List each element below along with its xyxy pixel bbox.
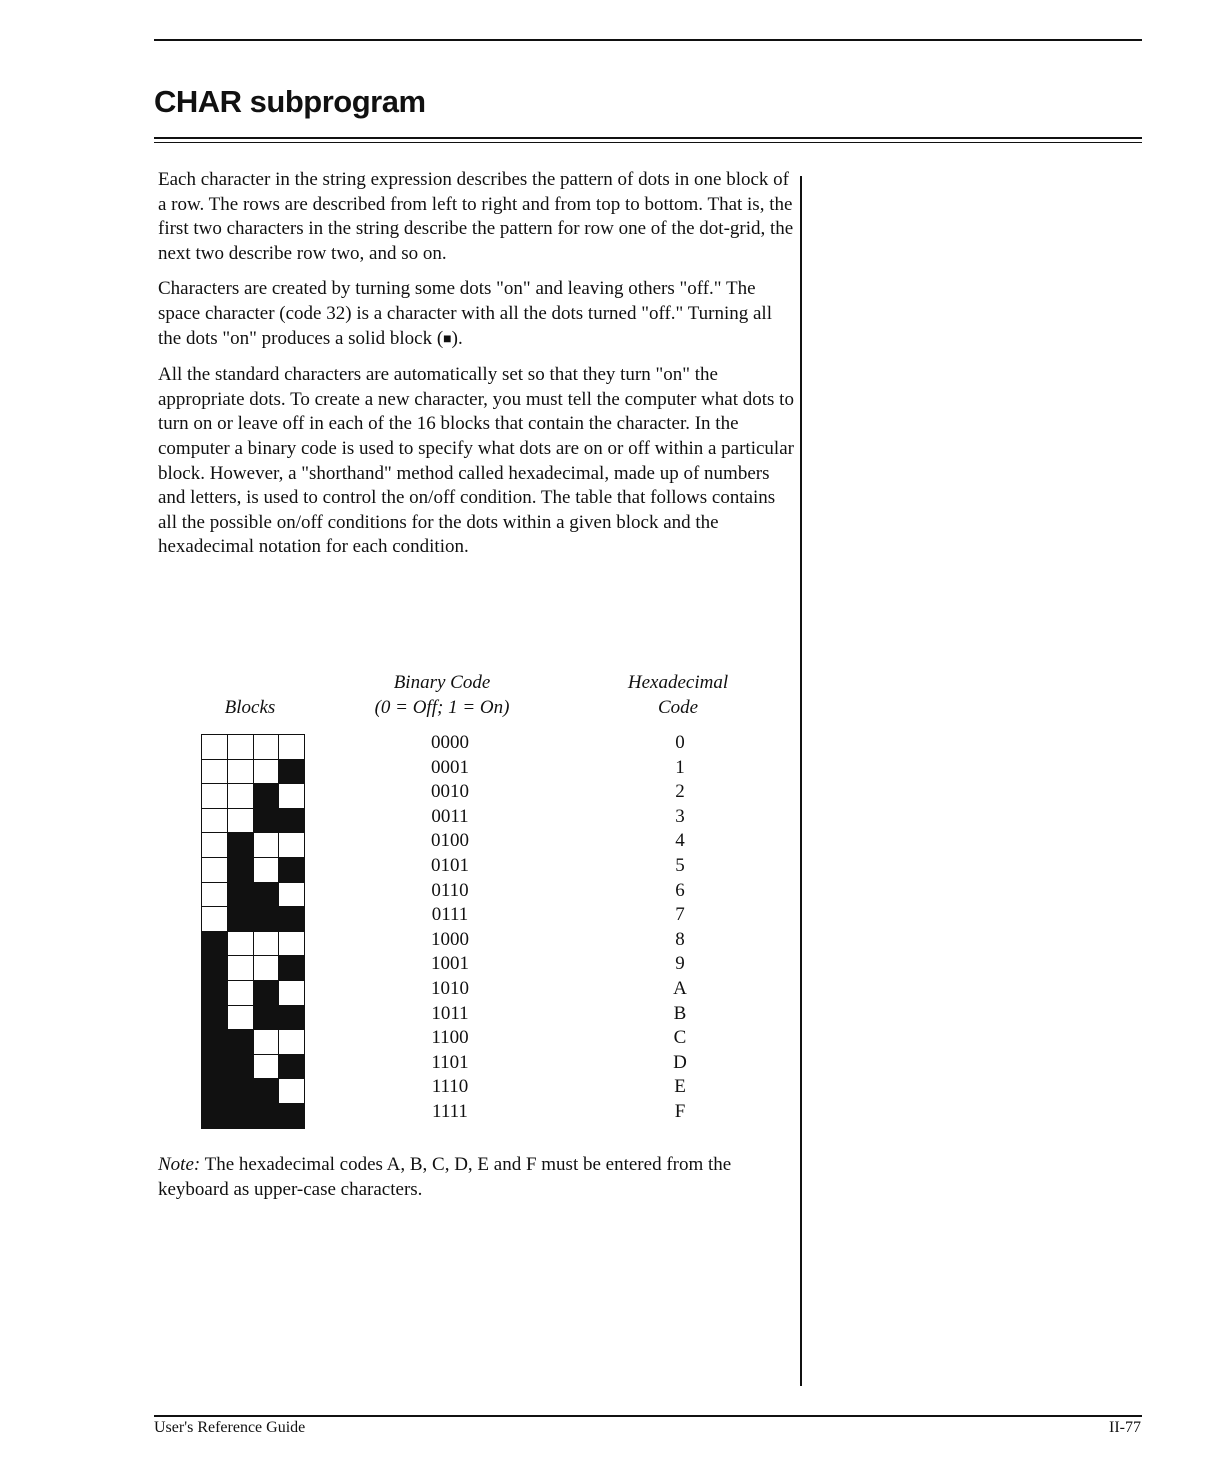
hex-header-line-1: Hexadecimal bbox=[627, 672, 729, 693]
block-row bbox=[201, 808, 304, 833]
dot-on bbox=[227, 857, 254, 883]
dot-on bbox=[253, 783, 280, 809]
solid-block-icon: ■ bbox=[443, 331, 452, 347]
dot-off bbox=[253, 734, 280, 760]
dot-off bbox=[227, 931, 254, 957]
dot-on bbox=[227, 1029, 254, 1055]
dot-off bbox=[227, 759, 254, 785]
block-row bbox=[201, 759, 304, 784]
hex-code-value: D bbox=[673, 1051, 687, 1073]
hex-header-line-2: Code bbox=[657, 697, 699, 718]
binary-code-value: 0111 bbox=[431, 904, 469, 926]
dot-off bbox=[227, 783, 254, 809]
dot-on bbox=[278, 1005, 305, 1031]
paragraph-1: Each character in the string expression describes the pattern of dots in one block of a row. The rows are described from left to right and from top to bottom. That is, the first two characters in the string describe the pattern for row one of the dot-grid, the next two describe row two, and so on. bbox=[158, 169, 794, 264]
binary-code-value: 1011 bbox=[431, 1002, 469, 1024]
block-row bbox=[201, 832, 304, 857]
hex-code-value: 1 bbox=[675, 756, 685, 778]
paragraph-3: All the standard characters are automatically set so that they turn "on" the appropriate dots. To create a new character, you must tell the computer what dots to turn on or leave off in each of the 16 blocks that contain the character. In the computer a binary code is used to specify what dots are on or off within a particular block. However, a "shorthand" method called hexadecimal, made up of numbers and letters, is used to control the on/off condition. The table that follows contains all the possible on/off conditions for the dots within a given block and the hexadecimal notation for each condition. bbox=[158, 364, 794, 558]
dot-on bbox=[278, 808, 305, 834]
binary-code-value: 0011 bbox=[431, 805, 469, 827]
hex-code-value: 0 bbox=[675, 732, 685, 753]
dot-off bbox=[201, 734, 228, 760]
title-rule-thick bbox=[154, 137, 1142, 139]
body-text bbox=[158, 168, 794, 571]
dot-off bbox=[278, 832, 305, 858]
blocks-header: Blocks bbox=[224, 697, 276, 718]
block-row bbox=[201, 1005, 304, 1030]
dot-off bbox=[253, 955, 280, 981]
block-row bbox=[201, 783, 304, 808]
dot-on bbox=[201, 931, 228, 957]
hex-code-column bbox=[640, 731, 720, 1125]
dot-on bbox=[253, 882, 280, 908]
hex-code-value: 6 bbox=[675, 879, 685, 901]
dot-off bbox=[253, 759, 280, 785]
dot-on bbox=[253, 1103, 280, 1129]
dot-off bbox=[201, 906, 228, 932]
dot-on bbox=[278, 906, 305, 932]
binary-code-value: 0100 bbox=[431, 830, 469, 852]
dot-off bbox=[201, 759, 228, 785]
binary-code-value: 1010 bbox=[431, 977, 469, 999]
block-row bbox=[201, 857, 304, 882]
binary-code-value: 0010 bbox=[431, 781, 469, 803]
hex-code-value: A bbox=[673, 977, 687, 999]
top-rule bbox=[154, 39, 1142, 41]
paragraph-2 bbox=[158, 277, 794, 352]
binary-code-value: 1100 bbox=[431, 1027, 469, 1049]
dot-off bbox=[278, 931, 305, 957]
blocks-grid bbox=[201, 734, 304, 1120]
dot-off bbox=[227, 734, 254, 760]
dot-off bbox=[253, 1029, 280, 1055]
dot-on bbox=[253, 1005, 280, 1031]
paragraph-2-text: Characters are created by turning some dots "on" and leaving others "off." The space character (code 32) is a character with all the dots turned "off." Turning all the dots "on" produces a solid bbox=[158, 278, 772, 349]
page-title: CHAR subprogram bbox=[154, 84, 426, 119]
dot-off bbox=[278, 783, 305, 809]
block-row bbox=[201, 1029, 304, 1054]
dot-off bbox=[278, 1029, 305, 1055]
dot-on bbox=[227, 906, 254, 932]
binary-code-value: 1111 bbox=[432, 1100, 468, 1122]
block-row bbox=[201, 1103, 304, 1128]
hex-code-value: C bbox=[673, 1027, 687, 1049]
binary-code-value: 0001 bbox=[431, 756, 469, 778]
page-number: II-77 bbox=[1109, 1419, 1141, 1436]
binary-code-value: 1110 bbox=[431, 1076, 469, 1098]
hex-code-value: 2 bbox=[675, 781, 685, 803]
block-row bbox=[201, 882, 304, 907]
binary-code-value: 1001 bbox=[431, 953, 469, 975]
dot-off bbox=[227, 980, 254, 1006]
dot-on bbox=[227, 1103, 254, 1129]
hex-code-value: 5 bbox=[675, 854, 685, 876]
block-row bbox=[201, 906, 304, 931]
dot-off bbox=[201, 832, 228, 858]
note-label: Note: bbox=[158, 1154, 201, 1175]
hex-code-value: 4 bbox=[675, 830, 685, 852]
note-text: The hexadecimal codes A, B, C, D, E and F must be entered from the keyboard as upper-case characters. bbox=[158, 1154, 732, 1200]
hex-code-value: F bbox=[674, 1100, 686, 1122]
dot-off bbox=[278, 882, 305, 908]
dot-on bbox=[227, 882, 254, 908]
binary-code-value: 0110 bbox=[431, 879, 469, 901]
binary-code-value: 1101 bbox=[431, 1051, 469, 1073]
note bbox=[158, 1152, 758, 1202]
dot-on bbox=[278, 1054, 305, 1080]
dot-on bbox=[227, 1078, 254, 1104]
dot-on bbox=[201, 1078, 228, 1104]
hex-code-value: B bbox=[673, 1002, 687, 1024]
dot-on bbox=[201, 955, 228, 981]
dot-on bbox=[201, 1054, 228, 1080]
dot-on bbox=[253, 1078, 280, 1104]
block-row bbox=[201, 955, 304, 980]
dot-off bbox=[201, 882, 228, 908]
dot-on bbox=[278, 759, 305, 785]
block-row bbox=[201, 931, 304, 956]
dot-off bbox=[227, 1005, 254, 1031]
hex-code-value: 9 bbox=[675, 953, 685, 975]
hex-code-value: E bbox=[674, 1076, 686, 1098]
binary-code-value: 1000 bbox=[431, 928, 469, 950]
dot-on bbox=[201, 980, 228, 1006]
dot-off bbox=[278, 734, 305, 760]
hex-code-value: 8 bbox=[675, 928, 685, 950]
dot-on bbox=[201, 1103, 228, 1129]
paragraph-2-block-text: block ( bbox=[389, 327, 444, 349]
binary-code-column bbox=[400, 731, 500, 1125]
dot-on bbox=[253, 808, 280, 834]
hex-code-value: 7 bbox=[675, 904, 685, 926]
dot-off bbox=[201, 808, 228, 834]
dot-off bbox=[278, 1078, 305, 1104]
dot-off bbox=[253, 857, 280, 883]
binary-code-value: 0000 bbox=[431, 732, 469, 753]
dot-off bbox=[227, 955, 254, 981]
binary-header-line-2: (0 = Off; 1 = On) bbox=[374, 697, 510, 718]
dot-on bbox=[227, 1054, 254, 1080]
binary-header-line-1: Binary Code bbox=[393, 672, 491, 693]
block-row bbox=[201, 1078, 304, 1103]
block-row bbox=[201, 734, 304, 759]
dot-off bbox=[253, 832, 280, 858]
dot-off bbox=[227, 808, 254, 834]
footer-rule bbox=[154, 1415, 1142, 1417]
dot-on bbox=[253, 980, 280, 1006]
right-margin-bar bbox=[800, 176, 802, 1386]
dot-on bbox=[278, 1103, 305, 1129]
block-row bbox=[201, 980, 304, 1005]
paragraph-2-close: ). bbox=[451, 327, 463, 349]
dot-on bbox=[253, 906, 280, 932]
footer-guide-title: User's Reference Guide bbox=[154, 1419, 306, 1436]
block-row bbox=[201, 1054, 304, 1079]
dot-on bbox=[201, 1029, 228, 1055]
dot-off bbox=[253, 1054, 280, 1080]
dot-on bbox=[201, 1005, 228, 1031]
dot-on bbox=[278, 955, 305, 981]
dot-off bbox=[201, 857, 228, 883]
dot-on bbox=[278, 857, 305, 883]
binary-code-value: 0101 bbox=[431, 854, 469, 876]
hex-code-value: 3 bbox=[675, 805, 685, 827]
dot-off bbox=[201, 783, 228, 809]
dot-off bbox=[278, 980, 305, 1006]
title-rule-thin bbox=[154, 142, 1142, 143]
dot-off bbox=[253, 931, 280, 957]
dot-on bbox=[227, 832, 254, 858]
